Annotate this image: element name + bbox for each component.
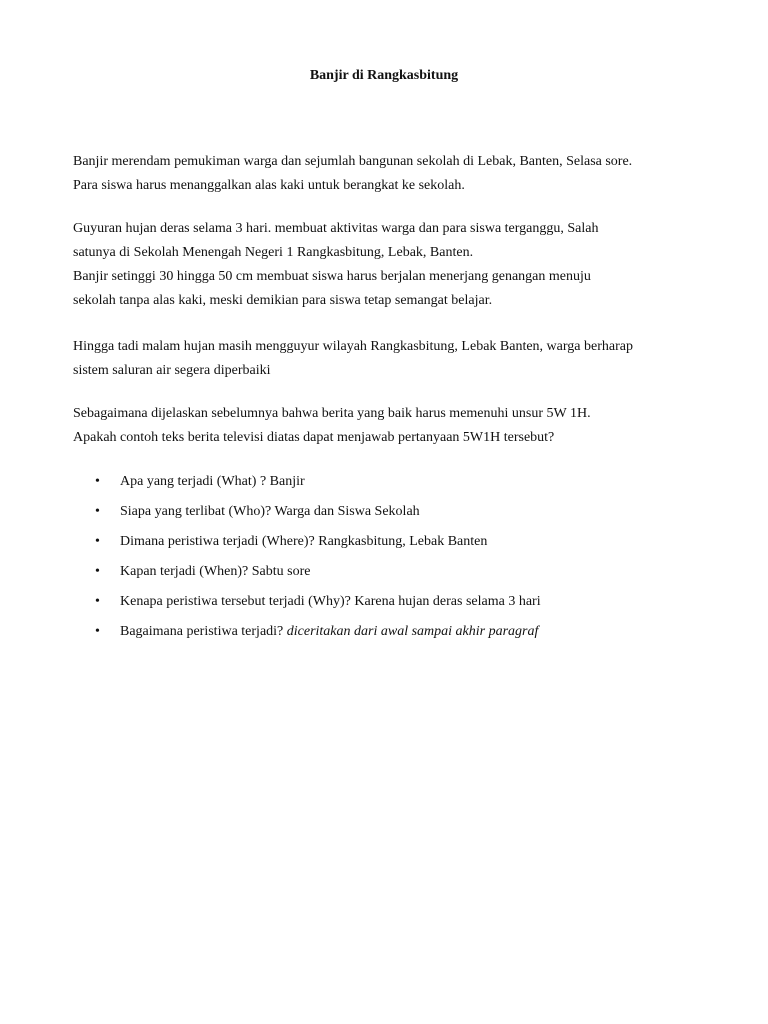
paragraph-line: Banjir merendam pemukiman warga dan sejumlah bangunan sekolah di Lebak, Banten, Selasa sore. <box>73 154 633 169</box>
list-item <box>73 560 713 590</box>
document-title: Banjir di Rangkasbitung <box>309 68 459 83</box>
bullet-icon: • <box>95 474 100 489</box>
paragraph-3 <box>73 335 713 383</box>
bullet-icon: • <box>95 564 100 579</box>
list-item-text <box>120 560 310 584</box>
question-text: Kenapa peristiwa tersebut terjadi (Why)? Karena hujan deras selama 3 hari <box>120 594 541 609</box>
paragraph-line: sistem saluran air segera diperbaiki <box>73 363 271 378</box>
paragraph-line: satunya di Sekolah Menengah Negeri 1 Rangkasbitung, Lebak, Banten. <box>73 245 474 260</box>
bullet-icon: • <box>95 594 100 609</box>
paragraph-line: sekolah tanpa alas kaki, meski demikian para siswa tetap semangat belajar. <box>73 293 493 308</box>
list-item-text <box>120 470 305 494</box>
question-text: Dimana peristiwa terjadi (Where)? Rangkasbitung, Lebak Banten <box>120 534 488 549</box>
list-item <box>73 500 713 530</box>
paragraph-line: Banjir setinggi 30 hingga 50 cm membuat siswa harus berjalan menerjang genangan menuju <box>73 269 591 284</box>
list-item <box>73 620 713 650</box>
list-item-text <box>120 620 538 644</box>
question-list <box>73 470 713 650</box>
list-item-text <box>120 530 487 554</box>
bullet-icon: • <box>95 534 100 549</box>
paragraph-line: Sebagaimana dijelaskan sebelumnya bahwa berita yang baik harus memenuhi unsur 5W 1H. <box>73 406 591 421</box>
list-item-text <box>120 500 420 524</box>
question-text: Bagaimana peristiwa terjadi? <box>120 624 287 639</box>
question-text: Kapan terjadi (When)? Sabtu sore <box>120 564 311 579</box>
paragraph-line: Guyuran hujan deras selama 3 hari. membuat aktivitas warga dan para siswa terganggu, Salah <box>73 221 599 236</box>
answer-text: diceritakan dari awal sampai akhir paragraf <box>286 624 539 639</box>
paragraph-line: Apakah contoh teks berita televisi diatas dapat menjawab pertanyaan 5W1H tersebut? <box>73 430 555 445</box>
paragraph-1 <box>73 150 713 198</box>
list-item <box>73 470 713 500</box>
paragraph-line: Para siswa harus menanggalkan alas kaki untuk berangkat ke sekolah. <box>73 178 465 193</box>
bullet-icon: • <box>95 624 100 639</box>
list-item <box>73 590 713 620</box>
list-item <box>73 530 713 560</box>
list-item-text <box>120 590 541 614</box>
paragraph-2 <box>73 217 713 313</box>
question-text: Siapa yang terlibat (Who)? Warga dan Siswa Sekolah <box>120 504 420 519</box>
question-text: Apa yang terjadi (What) ? Banjir <box>120 474 305 489</box>
paragraph-4 <box>73 402 713 450</box>
bullet-icon: • <box>95 504 100 519</box>
paragraph-line: Hingga tadi malam hujan masih mengguyur wilayah Rangkasbitung, Lebak Banten, warga berharap <box>73 339 633 354</box>
